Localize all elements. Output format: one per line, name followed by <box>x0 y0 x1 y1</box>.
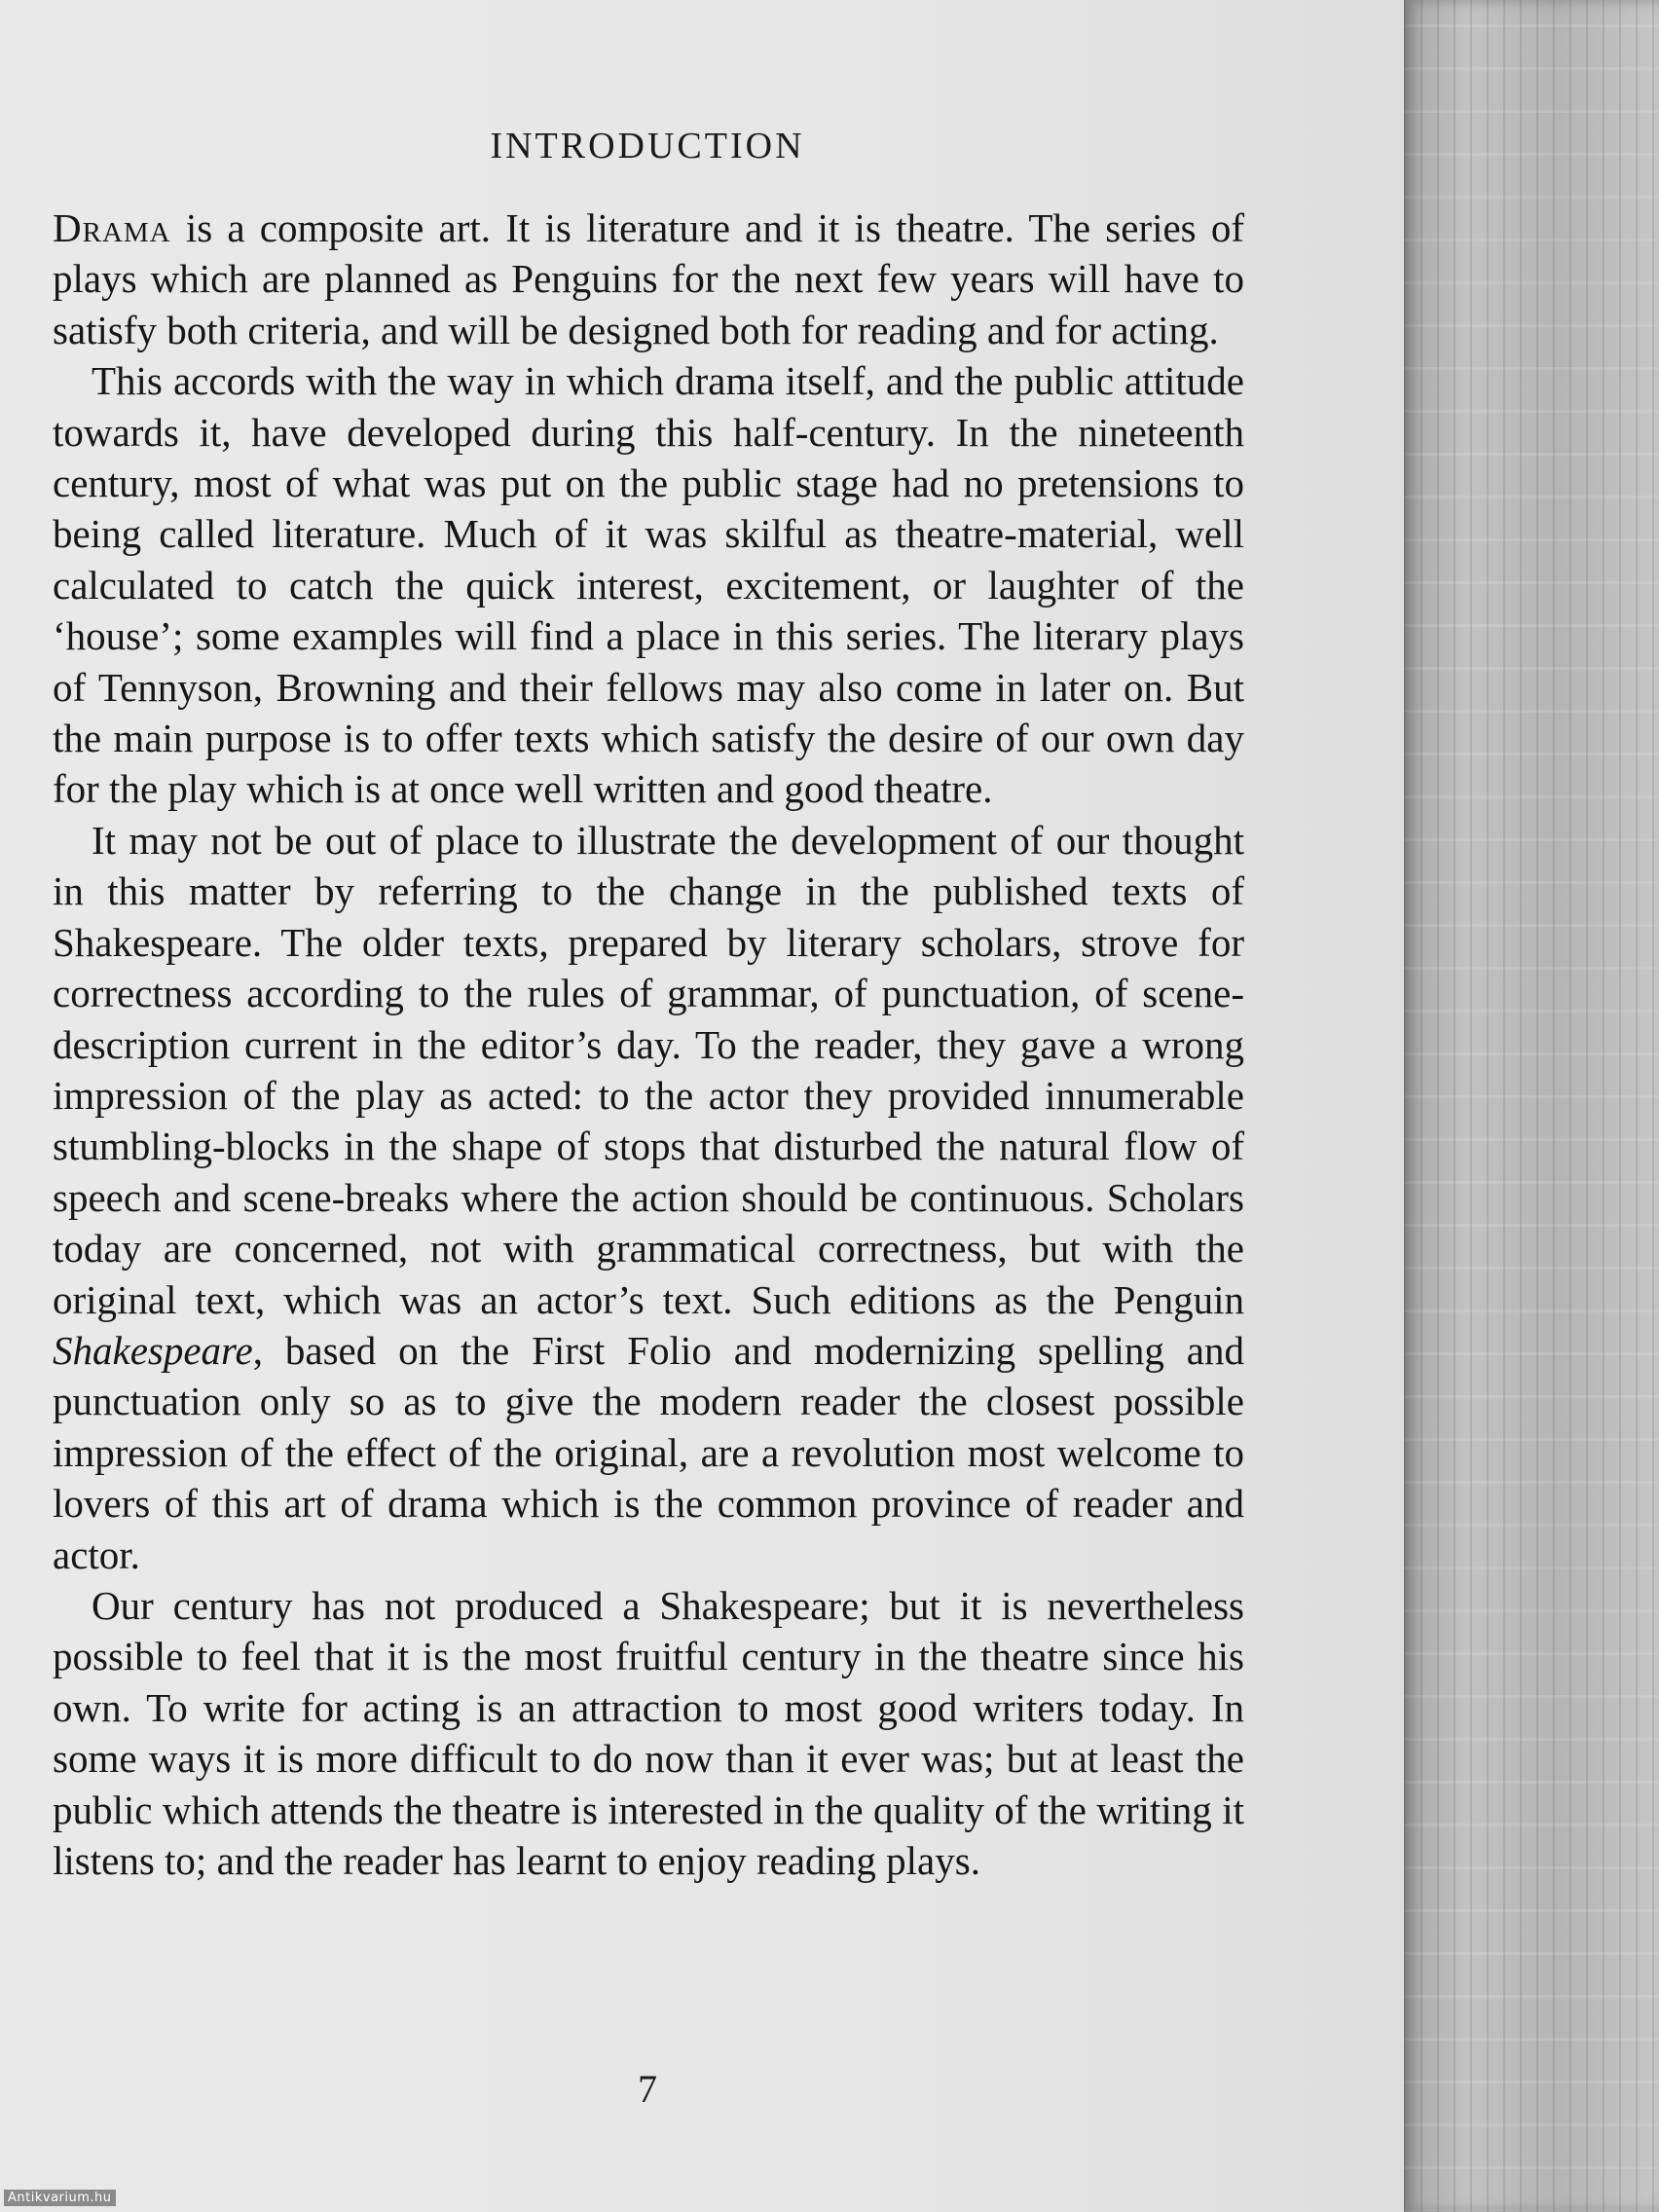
paragraph-3 <box>53 815 1244 1580</box>
drop-lead-word: Drama <box>53 205 171 250</box>
book-spine-background <box>1404 0 1659 2212</box>
paragraph-1 <box>53 203 1244 355</box>
paragraph-3-text-after: , based on the First Folio and modernizing spelling and punctuation only so as to give the modern reader the closest possible impression of the effect of the original, are a revolution most welcome to lovers of this art of drama which is the common province of reader and actor. <box>53 1327 1244 1577</box>
paragraph-4: Our century has not produced a Shakespeare; but it is nevertheless possible to feel that it is the most fruitful century in the theatre since his own. To write for acting is an attraction to most good writers today. In some ways it is more difficult to do now than it ever was; but at least the public which attends the theatre is interested in the quality of the writing it listens to; and the reader has learnt to enjoy reading plays. <box>53 1582 1244 1883</box>
body-text <box>53 203 1244 1886</box>
page-number: 7 <box>638 2067 657 2111</box>
page-heading: INTRODUCTION <box>490 126 805 166</box>
paragraph-1-text: is a composite art. It is literature and it is theatre. The series of plays which are planned as Penguins for the next few years will have to satisfy both criteria, and will be designed both for reading and for acting. <box>53 205 1244 352</box>
italic-title: Shakespeare <box>53 1327 253 1373</box>
watermark: Antikvarium.hu <box>4 2190 116 2206</box>
paragraph-3-text: It may not be out of place to illustrate the development of our thought in this matter by referring to the change in the published texts of Shakespeare. The older texts, prepared by literary scholars, strove for correctness according to the rules of grammar, of punctuation, of scene-description current in the editor’s day. To the reader, they gave a wrong impression of the play as acted: to the actor they provided innumerable stumbling-blocks in the shape of stops that disturbed the natural flow of speech and scene-breaks where the action should be continuous. Scholars today are concerned, not with grammatical correctness, but with the original text, which was an actor’s text. Such editions as the Penguin <box>53 817 1244 1322</box>
paragraph-2: This accords with the way in which drama itself, and the public attitude towards it, have developed during this half-century. In the nineteenth century, most of what was put on the public stage had no pretensions to being called literature. Much of it was skilful as theatre-material, well calculated to catch the quick interest, excitement, or laughter of the ‘house’; some examples will find a place in this series. The literary plays of Tennyson, Browning and their fellows may also come in later on. But the main purpose is to offer texts which satisfy the desire of our own day for the play which is at once well written and good theatre. <box>53 358 1244 812</box>
